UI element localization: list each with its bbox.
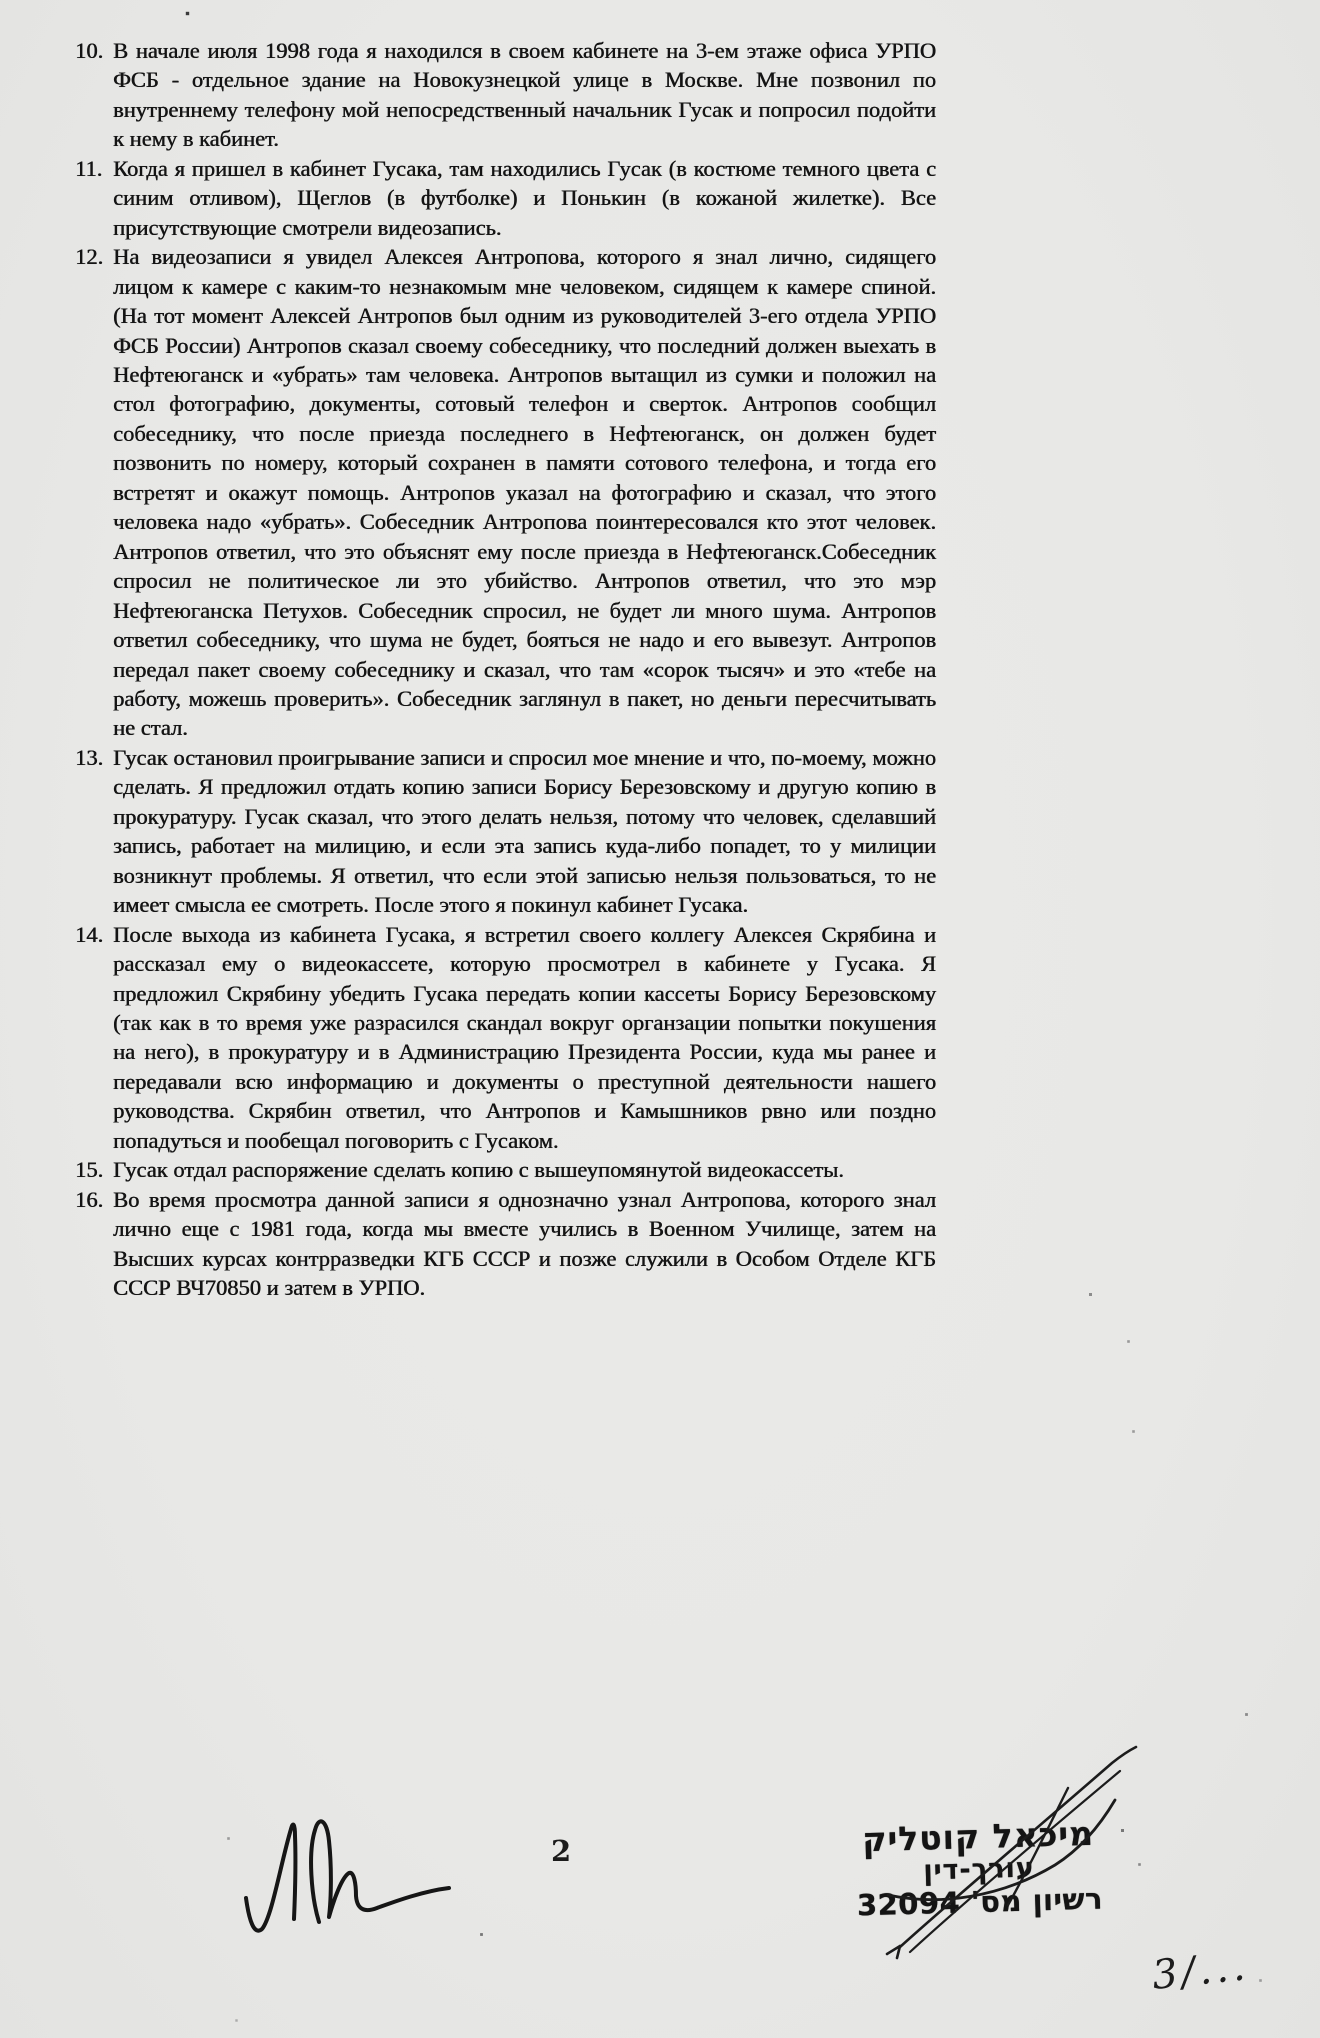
paragraph-text: Во время просмотра данной записи я однозначно узнал Антропова, которого знал лично еще с 1981 года, когда мы вместе учились в Военном Училище, затем на Высших курсах контрразведки КГБ СССР и позже служили в Особом Отделе КГБ СССР ВЧ70850 и затем в УРПО.: [113, 1186, 936, 1301]
paragraph-number: 10.: [75, 38, 104, 63]
paragraph-item: [75, 242, 936, 743]
witness-signature: [246, 1821, 449, 1930]
paragraph-text: Когда я пришел в кабинет Гусака, там находились Гусак (в костюме темного цвета с синим отливом), Щеглов (в футболке) и Понькин (в кожаной жилетке). Все присутствующие смотрели видеозапись.: [113, 155, 936, 240]
lawyer-stamp: [844, 1814, 1115, 1922]
paragraph-number: 15.: [75, 1157, 104, 1183]
lawyer-stamp-license: רשיון מס' 32094: [856, 1881, 1104, 1923]
paragraph-number: 13.: [75, 744, 104, 770]
paragraph-text: На видеозаписи я увидел Алексея Антропова, которого я знал лично, сидящего лицом к камере с каким-то незнакомым мне человеком, сидящем к камере спиной. (На тот момент Алексей Антропов был одним из руководителей 3-его отдела УРПО ФСБ России) Антропов сказал своему собеседнику, что последний должен выехать в Нефтеюганск и «убрать» там человека. Антропов вытащил из сумки и положил на стол фотографию, документы, сотовый телефон и сверток. Антропов сообщил собеседнику, что после приезда последнего в Нефтеюганск, он должен будет позвонить по номеру, который сохранен в памяти сотового телефона, и тогда его встретят и окажут помощь. Антропов указал на фотографию и сказал, что этого человека надо «убрать». Собеседник Антропова поинтересовался кто этот человек. Антропов ответил, что это объяснят ему после приезда в Нефтеюганск.Собеседник спросил не политическое ли это убийство. Антропов ответил, что это мэр Нефтеюганска Петухов. Собеседник спросил, не будет ли много шума. Антропов ответил собеседнику, что шума не будет, бояться не надо и его вывезут. Антропов передал пакет своему собеседнику и сказал, что там «сорок тысяч» и это «тебе на работу, можешь проверить». Собеседник заглянул в пакет, но деньги пересчитывать не стал.: [113, 244, 936, 741]
paragraph-item: [75, 1155, 936, 1184]
paragraph-number: 16.: [75, 1186, 104, 1212]
paragraph-item: [75, 36, 936, 154]
scan-noise-specks: [0, 0, 1, 1]
paragraph-text: В начале июля 1998 года я находился в своем кабинете на 3-ем этаже офиса УРПО ФСБ - отдельное здание на Новокузнецкой улице в Москве. Мне позвонил по внутреннему телефону мой непосредственный начальник Гусак и попросил подойти к нему в кабинет.: [113, 38, 936, 152]
paragraph-number: 11.: [75, 155, 103, 181]
paragraph-number: 14.: [75, 921, 104, 947]
paragraph-text: Гусак отдал распоряжение сделать копию с вышеупомянутой видеокассеты.: [113, 1157, 844, 1183]
lawyer-stamp-name: מיכאל קוטליק: [861, 1813, 1095, 1860]
paragraph-item: [75, 1185, 936, 1303]
page-number: 2: [551, 1834, 572, 1868]
lawyer-stamp-title: עורך-דין: [922, 1852, 1036, 1887]
paragraph-item: [75, 920, 936, 1156]
document-body: [75, 36, 936, 1302]
paragraph-text: Гусак остановил проигрывание записи и спросил мое мнение и что, по-моему, можно сделать. Я предложил отдать копию записи Борису Березовскому и другую копию в прокуратуру. Гусак сказал, что этого делать нельзя, потому что человек, сделавший запись, работает на милицию, и если эта запись куда-либо попадет, то у милиции возникнут проблемы. Я ответил, что если этой записью нельзя пользоваться, то не имеет смысла ее смотреть. После этого я покинул кабинет Гусака.: [113, 744, 936, 918]
paragraph-item: [75, 154, 936, 242]
handwritten-page-mark: 3/...: [1149, 1943, 1252, 1999]
paragraph-item: [75, 743, 936, 920]
paragraph-text: После выхода из кабинета Гусака, я встретил своего коллегу Алексея Скрябина и рассказал ему о видеокассете, которую просмотрел в кабинете у Гусака. Я предложил Скрябину убедить Гусака передать копии кассеты Борису Березовскому (так как в то время уже разрасился скандал вокруг органзации попытки покушения на него), в прокуратуру и в Администрацию Президента России, куда мы ранее и передавали всю информацию и документы о преступной деятельности нашего руководства. Скрябин ответил, что Антропов и Камышников рвно или поздно попадуться и пообещал поговорить с Гусаком.: [113, 921, 936, 1153]
paragraph-number: 12.: [75, 244, 104, 270]
